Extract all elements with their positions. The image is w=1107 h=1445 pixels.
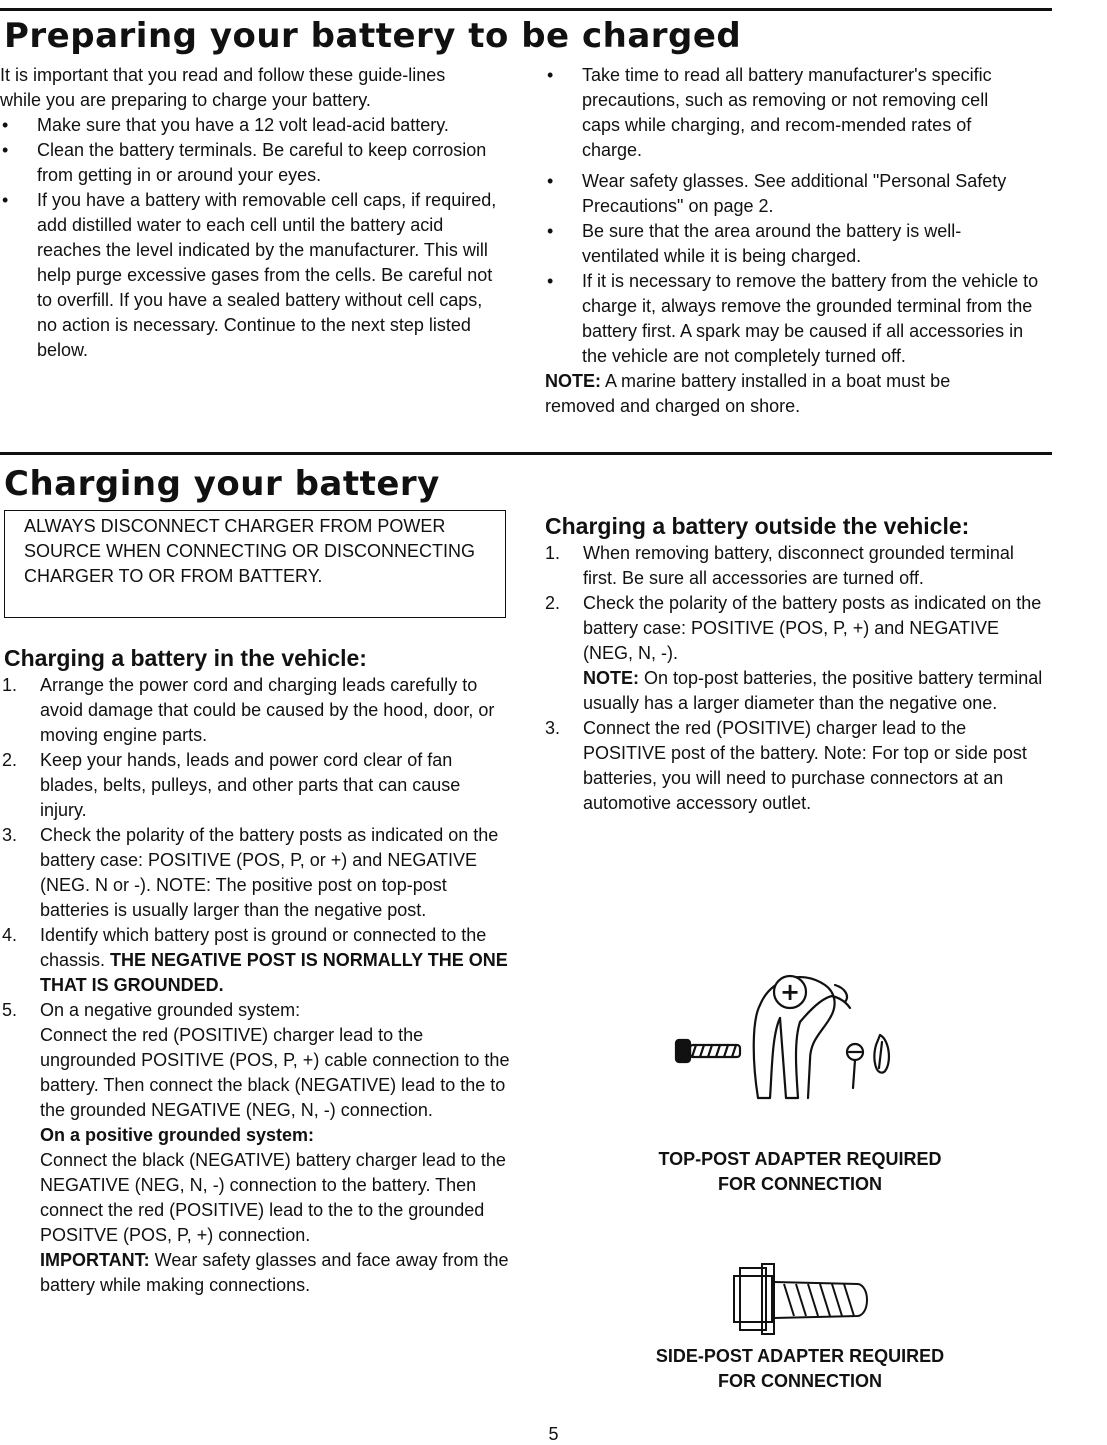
step-number: 3. — [545, 718, 561, 738]
note-text: A marine battery installed in a boat must be removed and charged on shore. — [545, 371, 951, 416]
list-item — [2, 998, 510, 1298]
preparing-left-column — [0, 63, 500, 363]
in-vehicle-list — [2, 673, 510, 1298]
negative-ground-intro: On a negative grounded system: — [40, 1000, 301, 1020]
section-title-charging: Charging your battery — [4, 464, 440, 504]
outside-vehicle-list — [545, 541, 1050, 816]
bullet-ventilation: • Be sure that the area around the battery is well-ventilated while it is being charged. — [545, 219, 1032, 269]
step-number: 1. — [545, 543, 561, 563]
top-rule — [0, 8, 1052, 11]
side-post-adapter-illustration — [730, 1262, 880, 1337]
step-number: 4. — [2, 925, 18, 945]
step-number: 3. — [2, 825, 18, 845]
step-text: Check the polarity of the battery posts as indicated on the battery case: POSITIVE (POS, P, or +) and NEGATIVE (NEG. N or -). NOTE: The positive post on top-post batteries is usually larger than the negative post. — [40, 825, 499, 920]
list-item — [545, 541, 1050, 591]
bolt-icon — [676, 1040, 740, 1062]
warning-text: ALWAYS DISCONNECT CHARGER FROM POWER SOURCE WHEN CONNECTING OR DISCONNECTING CHARGER TO OR FROM BATTERY. — [24, 516, 476, 586]
in-vehicle-steps — [2, 673, 510, 1298]
important-label: IMPORTANT: — [40, 1250, 150, 1270]
step-number: 1. — [2, 675, 18, 695]
bullet-manufacturer-precautions: • Take time to read all battery manufacturer's specific precautions, such as removing or not removing cell caps while charging, and recom-mended rates of charge. — [545, 63, 1022, 163]
preparing-right-column — [545, 63, 1053, 419]
bullet-cell-caps: • If you have a battery with removable cell caps, if required, add distilled water to each cell until the battery acid reaches the level indicated by the manufacturer. This will help purge excessive gases from the cells. Be careful not to overfill. If you have a sealed battery without cell caps, no action is necessary. Continue to the next step listed below. — [0, 188, 497, 363]
threaded-shaft-icon — [774, 1282, 867, 1318]
list-item — [2, 923, 510, 998]
warning-box — [4, 510, 506, 618]
heading-outside-vehicle: Charging a battery outside the vehicle: — [545, 513, 970, 539]
marine-note — [545, 369, 1025, 419]
page-number: 5 — [548, 1424, 559, 1444]
important-note — [40, 1248, 510, 1298]
list-item — [2, 748, 510, 823]
preparing-right-bullets — [545, 63, 1053, 369]
section-rule — [0, 452, 1052, 455]
preparing-left-bullets — [0, 113, 500, 363]
list-item — [2, 673, 510, 748]
step-text: Arrange the power cord and charging leads carefully to avoid damage that could be caused by the hood, door, or moving engine parts. — [40, 675, 495, 745]
step-text: Connect the red (POSITIVE) charger lead to the POSITIVE post of the battery. Note: For top or side post batteries, you will need to purchase connectors at an automotive accessory outlet. — [583, 718, 1027, 813]
step-note: On top-post batteries, the positive battery terminal usually has a larger diameter than the negative one. — [583, 668, 1043, 713]
bullet-safety-glasses: • Wear safety glasses. See additional "Personal Safety Precautions" on page 2. — [545, 169, 1022, 219]
heading-in-vehicle: Charging a battery in the vehicle: — [4, 645, 367, 671]
step-text: Identify which battery post is ground or connected to the chassis. — [40, 925, 487, 970]
nut-icon — [847, 1044, 863, 1088]
step-number: 2. — [2, 750, 18, 770]
note-label: NOTE: — [545, 371, 601, 391]
step-number: 5. — [2, 1000, 18, 1020]
step-emphasis: THE NEGATIVE POST IS NORMALLY THE ONE THAT IS GROUNDED. — [40, 950, 508, 995]
positive-ground-label: On a positive grounded system: — [40, 1125, 315, 1145]
top-post-adapter-illustration — [660, 960, 900, 1105]
outside-vehicle-steps — [545, 541, 1050, 816]
negative-ground-steps: Connect the red (POSITIVE) charger lead to the ungrounded POSITIVE (POS, P, +) cable connection to the battery. Then connect the black (NEGATIVE) lead to the to the grounded NEGATIVE (NEG, N, -) connection. — [40, 1025, 510, 1120]
note-label: NOTE: — [583, 668, 639, 688]
list-item — [2, 823, 510, 923]
positive-symbol: + — [779, 978, 801, 1006]
washer-icon — [874, 1035, 889, 1073]
bullet-12-volt: • Make sure that you have a 12 volt lead-acid battery. — [0, 113, 457, 138]
list-item — [545, 591, 1050, 716]
step-text: Keep your hands, leads and power cord clear of fan blades, belts, pulleys, and other parts that can cause injury. — [40, 750, 461, 820]
top-post-caption: TOP-POST ADAPTER REQUIRED FOR CONNECTION — [658, 1149, 942, 1194]
section-title-preparing: Preparing your battery to be charged — [4, 16, 742, 56]
side-post-caption: SIDE-POST ADAPTER REQUIRED FOR CONNECTION — [655, 1346, 945, 1391]
bullet-remove-battery: • If it is necessary to remove the battery from the vehicle to charge it, always remove the grounded terminal from the battery first. A spark may be caused if all accessories in the vehicle are not completely turned off. — [545, 269, 1053, 369]
positive-ground-steps: Connect the black (NEGATIVE) battery charger lead to the NEGATIVE (NEG, N, -) connection to the battery. Then connect the red (POSITIVE) lead to the to the grounded POSITVE (POS, P, +) connection. — [40, 1150, 506, 1245]
list-item — [545, 716, 1050, 816]
preparing-intro: It is important that you read and follow these guide-lines while you are preparing to charge your battery. — [0, 65, 446, 110]
step-text: When removing battery, disconnect grounded terminal first. Be sure all accessories are turned off. — [583, 543, 1014, 588]
step-text: Check the polarity of the battery posts as indicated on the battery case: POSITIVE (POS, P, +) and NEGATIVE (NEG, N, -). — [583, 593, 1042, 663]
step-number: 2. — [545, 593, 561, 613]
bullet-clean-terminals: • Clean the battery terminals. Be careful to keep corrosion from getting in or around your eyes. — [0, 138, 500, 188]
battery-clamp-icon — [754, 976, 850, 1098]
important-text: Wear safety glasses and face away from the battery while making connections. — [40, 1250, 509, 1295]
